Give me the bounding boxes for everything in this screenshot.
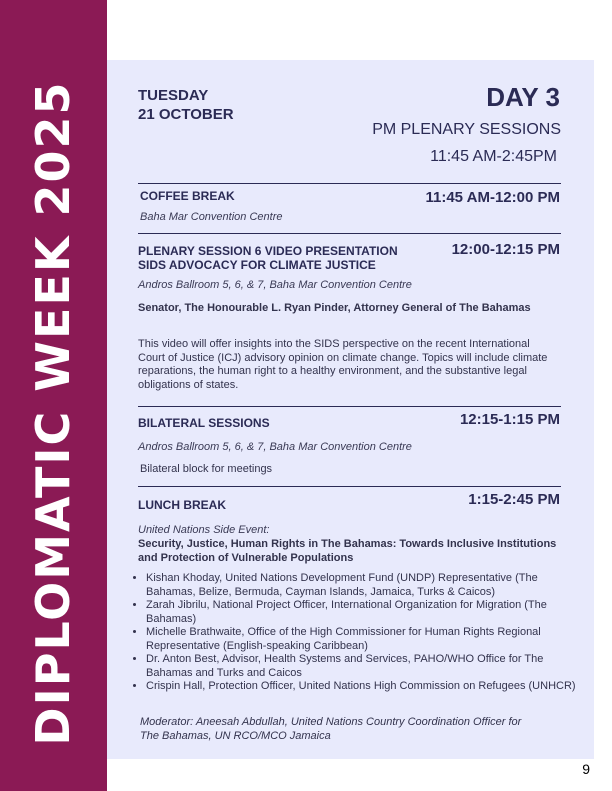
list-item: • Zarah Jibrilu, National Project Officer, International Organization for Migration (The Bahamas) [146,599,586,626]
session-time: 11:45 AM-2:45PM [430,148,557,165]
date: 21 OCTOBER [138,106,234,123]
lunch-title: LUNCH BREAK [138,498,226,512]
plenary-time: 12:00-12:15 PM [451,241,560,258]
bilateral-title: BILATERAL SESSIONS [138,416,270,430]
coffee-time: 11:45 AM-12:00 PM [425,189,560,206]
plenary-title-line2: SIDS ADVOCACY FOR CLIMATE JUSTICE [138,258,376,272]
divider [138,183,561,184]
list-item: • Kishan Khoday, United Nations Development Fund (UNDP) Representative (The Bahamas, Belize, Bermuda, Cayman Islands, Jamaica, Turks & Caicos) [146,572,586,599]
sidebar-title: DIPLOMATIC WEEK 2025 [26,80,80,746]
plenary-title [138,244,398,272]
plenary-title-line1: PLENARY SESSION 6 VIDEO PRESENTATION [138,244,398,258]
plenary-description: This video will offer insights into the SIDS perspective on the recent International Court of Justice (ICJ) advisory opinion on climate change. Topics will include climate reparations, the human right to a healthy environment, and the substantive legal obligations of states. [138,338,548,391]
plenary-location: Andros Ballroom 5, 6, & 7, Baha Mar Convention Centre [138,279,412,291]
sidebar-band [0,0,107,791]
divider [138,486,561,487]
session-title: PM PLENARY SESSIONS [372,121,561,138]
side-event-label: United Nations Side Event: [138,524,270,536]
date-block [138,86,234,124]
coffee-title: COFFEE BREAK [140,189,235,203]
moderator: Moderator: Aneesah Abdullah, United Nations Country Coordination Officer for The Bahamas, UN RCO/MCO Jamaica [140,716,522,742]
coffee-location: Baha Mar Convention Centre [140,211,283,223]
plenary-speaker: Senator, The Honourable L. Ryan Pinder, Attorney General of The Bahamas [138,302,531,314]
side-event-title: Security, Justice, Human Rights in The Bahamas: Towards Inclusive Institutions and Protection of Vulnerable Populations [138,538,557,564]
divider [138,233,561,234]
bilateral-description: Bilateral block for meetings [140,463,273,475]
lunch-time: 1:15-2:45 PM [468,491,560,508]
divider [138,406,561,407]
weekday: TUESDAY [138,87,209,104]
list-item: • Dr. Anton Best, Advisor, Health Systems and Services, PAHO/WHO Office for The Bahamas and Turks and Caicos [146,653,586,680]
day-label: DAY 3 [486,82,560,112]
bilateral-time: 12:15-1:15 PM [459,411,560,428]
speaker-list [132,572,586,694]
list-item: • Michelle Brathwaite, Office of the High Commissioner for Human Rights Regional Representative (English-speaking Caribbean) [146,626,586,653]
bilateral-location: Andros Ballroom 5, 6, & 7, Baha Mar Convention Centre [138,441,412,453]
list-item: • Crispin Hall, Protection Officer, United Nations High Commission on Refugees (UNHCR) [146,680,586,694]
page-number: 9 [582,761,590,777]
